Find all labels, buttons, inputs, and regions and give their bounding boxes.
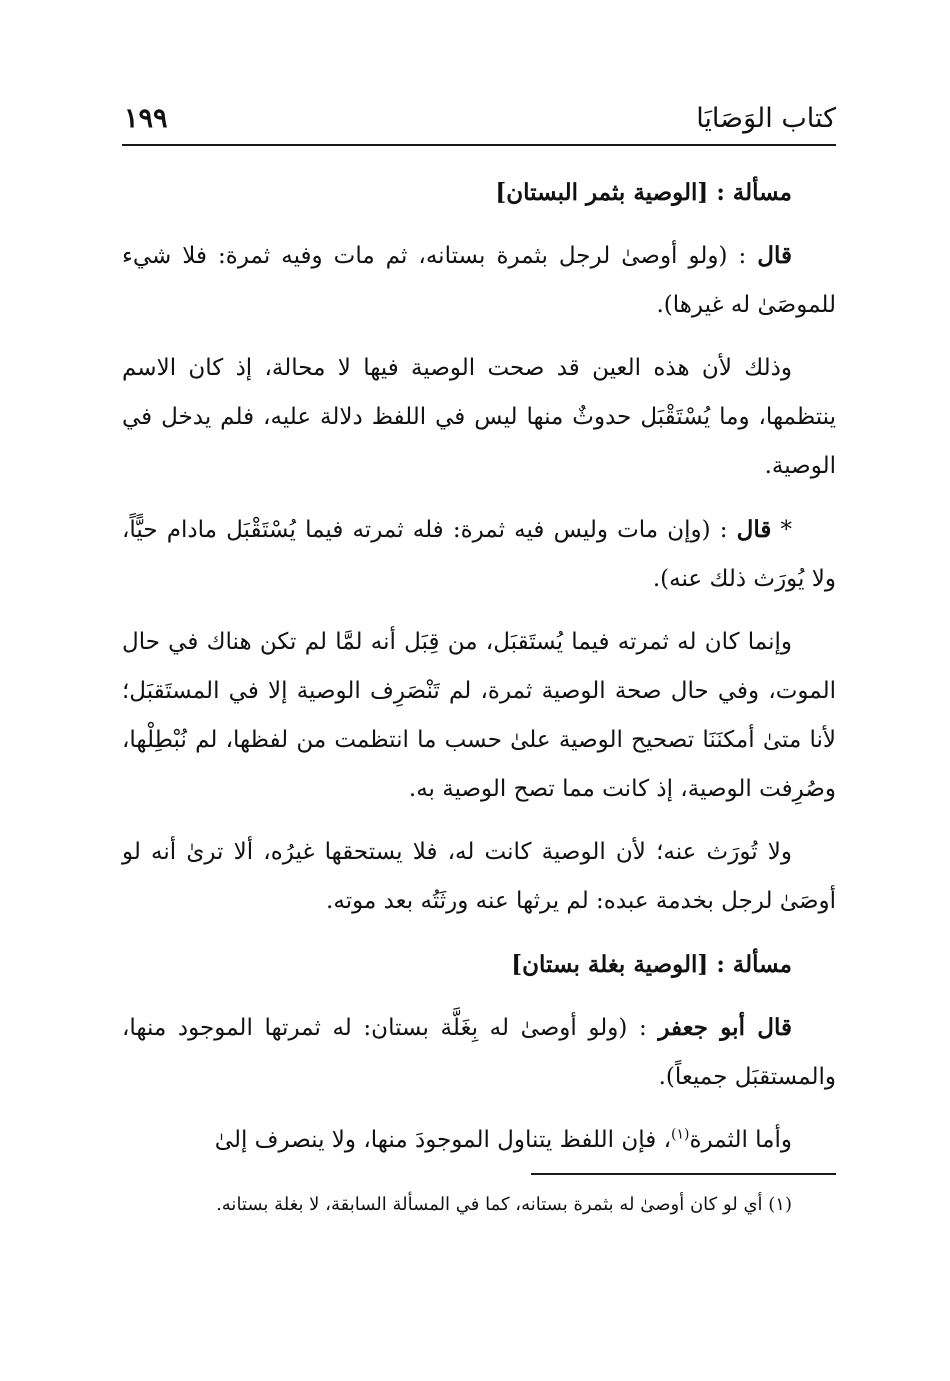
paragraph-4	[122, 618, 836, 814]
paragraph-text: وأما الثمرة	[689, 1127, 792, 1153]
star-marker: *	[780, 517, 792, 543]
paragraph-text: ولا تُورَث عنه؛ لأن الوصية كانت له، فلا يستحقها غيرُه، ألا ترىٰ أنه لو أوصَىٰ لرجل بخدمة عبده: لم يرثها عنه ورثَتُه بعد موته.	[122, 839, 836, 914]
paragraph-text: ، فإن اللفظ يتناول الموجودَ منها، ولا ينصرف إلىٰ	[214, 1127, 672, 1153]
section-heading-2	[122, 940, 792, 989]
page-number: ١٩٩	[124, 103, 168, 134]
book-page	[122, 0, 836, 1381]
paragraph-5	[122, 828, 836, 926]
paragraph-2	[122, 344, 836, 491]
speaker: قال	[736, 516, 772, 543]
paragraph-text: : (ولو أوصىٰ لرجل بثمرة بستانه، ثم مات وفيه ثمرة: فلا شيء للموصَىٰ له غيرها).	[122, 243, 836, 318]
heading-title: [الوصية بثمر البستان]	[495, 179, 709, 206]
speaker: قال أبو جعفر	[658, 1014, 792, 1041]
section-heading-1	[122, 168, 792, 217]
footnote-marker: (١)	[671, 1126, 690, 1143]
paragraph-text: : (وإن مات وليس فيه ثمرة: فله ثمرته فيما يُسْتَقْبَل مادام حيًّاً، ولا يُورَث ذلك عنه).	[122, 517, 836, 592]
paragraph-text: : (ولو أوصىٰ له بِغَلَّة بستان: له ثمرتها الموجود منها، والمستقبَل جميعاً).	[122, 1015, 836, 1090]
paragraph-1	[122, 231, 836, 330]
footnote-divider	[531, 1173, 836, 1175]
heading-title: [الوصية بغلة بستان]	[511, 951, 709, 978]
main-text	[122, 168, 836, 1179]
speaker: قال	[757, 242, 792, 269]
paragraph-6	[122, 1003, 836, 1102]
paragraph-text: وإنما كان له ثمرته فيما يُستَقبَل، من قِبَل أنه لمَّا لم تكن هناك في حال الموت، وفي حال صحة الوصية ثمرة، لم تَنْصَرِف الوصية إلا في المستَقبَل؛ لأنا متىٰ أمكنَنَا تصحيح الوصية علىٰ حسب ما انتظمت من لفظها، لم نُبْطِلْها، وصُرِفت الوصية، إذ كانت مما تصح الوصية به.	[122, 629, 836, 802]
heading-label: مسألة :	[716, 179, 792, 206]
heading-label: مسألة :	[716, 951, 792, 978]
paragraph-3	[122, 505, 836, 604]
running-header	[122, 96, 836, 146]
footnote: (١) أي لو كان أوصىٰ له بثمرة بستانه، كما في المسألة السابقة، لا بغلة بستانه.	[216, 1194, 792, 1215]
paragraph-7	[122, 1116, 836, 1165]
paragraph-text: وذلك لأن هذه العين قد صحت الوصية فيها لا محالة، إذ كان الاسم ينتظمها، وما يُسْتَقْبَل حدوثٌ منها ليس في اللفظ دلالة عليه، فلم يدخل في الوصية.	[122, 355, 836, 479]
book-title: كتاب الوَصَايَا	[696, 103, 836, 134]
